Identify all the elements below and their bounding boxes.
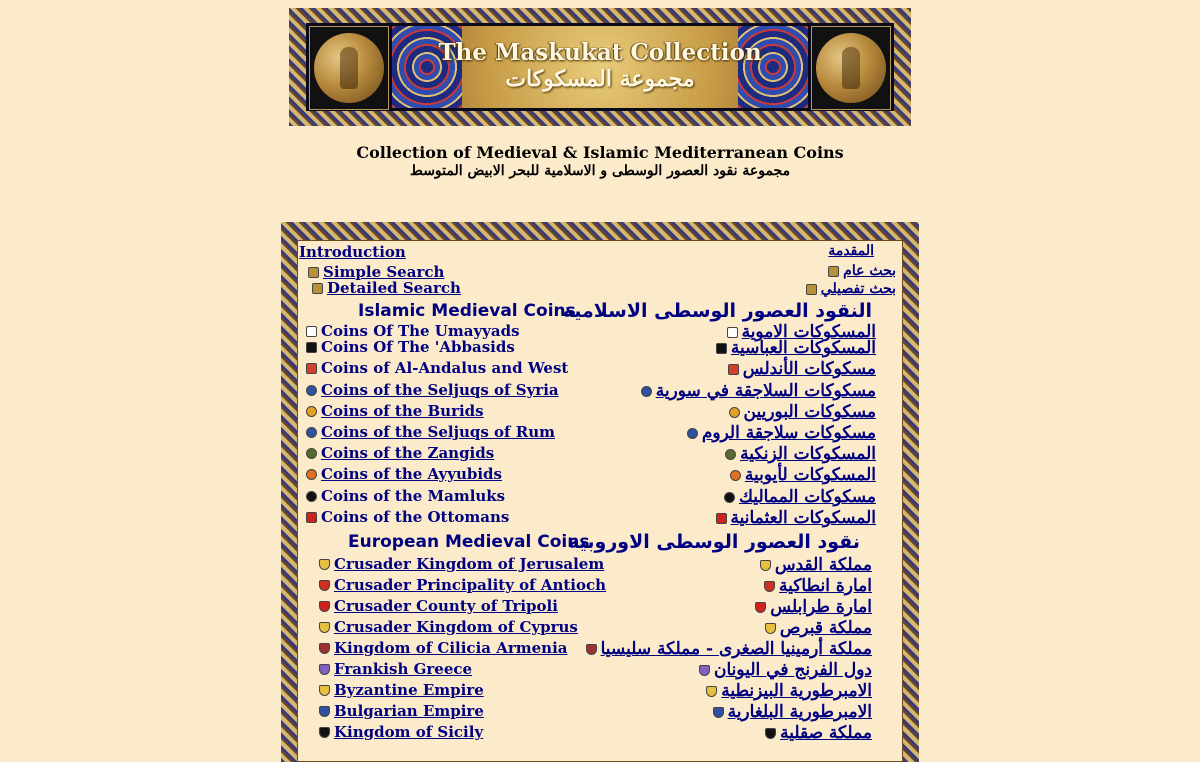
islamic-item-label: Coins of the Seljuqs of Syria [321,381,559,399]
european-item-ar[interactable] [695,660,872,680]
frankish-shield-icon [319,664,330,675]
introduction-ar-label: المقدمة [828,243,874,259]
european-item-ar[interactable] [761,723,872,743]
ottoman-flag-icon [306,512,317,523]
islamic-item-en[interactable] [302,423,555,441]
european-item-en[interactable] [315,702,484,720]
banner-title-ar: مجموعة المسكوكات [505,65,695,92]
islamic-item-label: Coins of the Mamluks [321,487,506,505]
european-item-ar[interactable] [761,618,872,638]
islamic-item-en[interactable] [302,402,484,420]
european-item-label: Byzantine Empire [334,681,484,699]
european-item-ar[interactable] [751,597,872,617]
european-item-label: Kingdom of Cilicia Armenia [334,639,568,657]
islamic-item-label: المسكوكات العباسية [730,338,876,358]
european-item-label: Crusader Kingdom of Jerusalem [334,555,605,573]
coin-image-icon [816,33,886,103]
islamic-item-ar[interactable] [720,487,876,507]
abbasid-flag-icon [716,343,727,354]
islamic-header-en: Islamic Medieval Coins [358,301,576,321]
antioch-shield-icon [319,580,330,591]
islamic-item-ar[interactable] [726,465,876,485]
seljuq-rum-icon [306,427,317,438]
islamic-item-en[interactable] [302,338,515,356]
cilicia-lion-icon [319,643,330,654]
islamic-item-en[interactable] [302,444,494,462]
banner-inner [306,23,894,111]
islamic-item-label: مسكوكات البوريين [743,402,876,422]
islamic-item-label: المسكوكات الزنكية [740,444,876,464]
european-item-label: Crusader County of Tripoli [334,597,558,615]
european-item-ar[interactable] [702,681,872,701]
frankish-shield-icon [699,665,710,676]
burid-icon [729,407,740,418]
european-item-en[interactable] [315,597,558,615]
simple-search-label: Simple Search [323,263,445,281]
detailed-search-link[interactable] [308,279,461,297]
bulgarian-shield-icon [319,706,330,717]
european-item-label: الامبرطورية البيزنطية [721,681,872,701]
cyprus-shield-icon [319,622,330,633]
menu-frame [281,222,919,762]
european-item-ar[interactable] [582,639,872,659]
european-item-en[interactable] [315,660,472,678]
andalus-shield-icon [728,364,739,375]
banner-coin-right [811,26,891,110]
cyprus-shield-icon [765,623,776,634]
european-item-label: Crusader Principality of Antioch [334,576,607,594]
simple-search-ar-label: بحث عام [843,263,896,279]
headline-ar: مجموعة نقود العصور الوسطى و الاسلامية للبحر الابيض المتوسط [409,163,791,179]
islamic-item-ar[interactable] [712,338,876,358]
islamic-item-label: Coins of the Zangids [321,444,495,462]
islamic-item-label: Coins of Al-Andalus and West [321,359,569,377]
seljuq-syria-icon [306,385,317,396]
andalus-shield-icon [306,363,317,374]
european-item-ar[interactable] [760,576,872,596]
zangid-icon [725,449,736,460]
european-item-en[interactable] [315,681,484,699]
ottoman-flag-icon [716,513,727,524]
european-item-label: Frankish Greece [334,660,473,678]
detailed-search-ar-label: بحث تفصيلي [820,281,896,297]
islamic-item-label: Coins Of The 'Abbasids [321,338,515,356]
islamic-item-label: مسكوكات سلاجقة الروم [701,423,876,443]
european-item-label: الامبرطورية البلغارية [727,702,872,722]
islamic-item-label: Coins of the Seljuqs of Rum [321,423,555,441]
banner-title-en: The Maskukat Collection [438,38,762,66]
umayyad-flag-icon [727,327,738,338]
islamic-item-label: Coins Of The Umayyads [321,322,520,340]
islamic-item-en[interactable] [302,465,502,483]
banner-center [392,26,808,108]
seljuq-rum-icon [687,428,698,439]
european-item-en[interactable] [315,576,606,594]
european-item-en[interactable] [315,639,567,657]
islamic-item-en[interactable] [302,508,509,526]
islamic-item-ar[interactable] [712,508,876,528]
islamic-item-label: المسكوكات العثمانية [730,508,876,528]
umayyad-flag-icon [306,326,317,337]
site-banner [289,8,911,126]
islamic-item-ar[interactable] [637,381,876,401]
european-item-ar[interactable] [756,555,872,575]
introduction-ar-link[interactable] [828,243,874,259]
menu-panel [297,240,903,762]
tripoli-shield-icon [319,601,330,612]
european-item-label: Bulgarian Empire [334,702,484,720]
cilicia-lion-icon [586,644,597,655]
jerusalem-cross-icon [760,560,771,571]
sicily-eagle-icon [319,727,330,738]
search-coin-icon [312,283,323,294]
simple-search-ar-link[interactable] [824,263,896,279]
islamic-item-label: Coins of the Ayyubids [321,465,502,483]
european-item-label: مملكة صقلية [780,723,872,743]
islamic-item-label: Coins of the Burids [321,402,484,420]
european-item-label: مملكة أرمينيا الصغرى - مملكة سليسيا [600,639,872,659]
byzantine-eagle-icon [706,686,717,697]
islamic-item-label: المسكوكات لأيوبية [744,465,876,485]
burid-icon [306,406,317,417]
mamluk-icon [306,491,317,502]
european-item-label: Crusader Kingdom of Cyprus [334,618,578,636]
seljuq-syria-icon [641,386,652,397]
headline-en: Collection of Medieval & Islamic Mediterranean Coins [356,143,844,162]
european-header-ar: نقود العصور الوسطى الاوروبية [568,531,860,553]
european-item-label: امارة انطاكية [779,576,872,596]
bulgarian-shield-icon [713,707,724,718]
islamic-item-ar[interactable] [683,423,876,443]
european-item-en[interactable] [315,555,604,573]
antioch-shield-icon [764,581,775,592]
european-header-en: European Medieval Coins [348,532,590,552]
ayyubid-icon [730,470,741,481]
byzantine-eagle-icon [319,685,330,696]
european-item-label: Kingdom of Sicily [334,723,484,741]
ayyubid-icon [306,469,317,480]
jerusalem-cross-icon [319,559,330,570]
european-item-ar[interactable] [709,702,872,722]
islamic-item-ar[interactable] [721,444,876,464]
tripoli-shield-icon [755,602,766,613]
islamic-header-ar: النقود العصور الوسطى الاسلامية [562,300,872,322]
mamluk-icon [724,492,735,503]
islamic-item-ar[interactable] [725,402,876,422]
islamic-item-label: مسكوكات المماليك [738,487,876,507]
islamic-item-en[interactable] [302,487,505,505]
coin-image-icon [314,33,384,103]
detailed-search-label: Detailed Search [327,279,461,297]
introduction-link[interactable] [299,243,406,261]
page-headline [0,143,1200,179]
detailed-search-ar-link[interactable] [802,281,896,297]
islamic-item-en[interactable] [302,359,568,377]
islamic-item-label: مسكوكات الأندلس [742,359,876,379]
european-item-label: امارة طرابلس [770,597,872,617]
islamic-item-label: المسكوكات الاموية [741,322,876,342]
banner-coin-left [309,26,389,110]
search-coin-icon [828,266,839,277]
zangid-icon [306,448,317,459]
european-item-label: دول الفرنج في اليونان [714,660,872,680]
islamic-item-ar[interactable] [724,359,876,379]
european-item-label: مملكة القدس [774,555,872,575]
islamic-item-label: Coins of the Ottomans [321,508,510,526]
introduction-label: Introduction [299,243,406,261]
european-item-en[interactable] [315,618,578,636]
european-item-en[interactable] [315,723,483,741]
search-coin-icon [806,284,817,295]
abbasid-flag-icon [306,342,317,353]
european-item-label: مملكة قبرص [779,618,872,638]
sicily-eagle-icon [765,728,776,739]
islamic-item-en[interactable] [302,381,559,399]
search-coin-icon [308,267,319,278]
islamic-item-label: مسكوكات السلاجقة في سورية [655,381,876,401]
